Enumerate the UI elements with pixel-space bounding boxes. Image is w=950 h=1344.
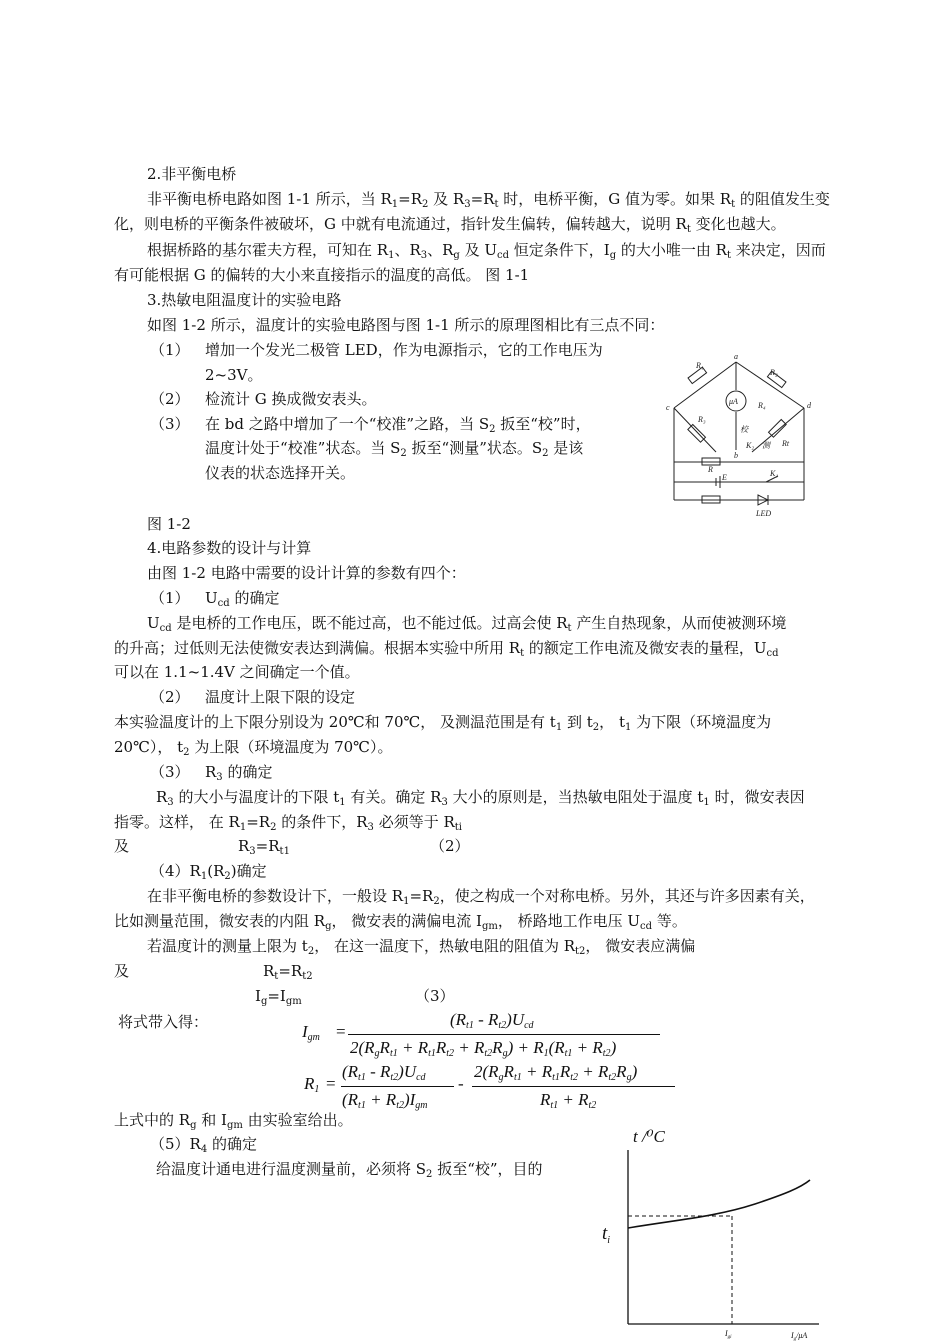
s3-item1-line1: 增加一个发光二极管 LED，作为电源指示，它的工作电压为 bbox=[205, 341, 603, 359]
formula2-eq: = bbox=[326, 1074, 336, 1093]
section-2-heading: 2.非平衡电桥 bbox=[147, 165, 237, 183]
section-3-heading: 3.热敏电阻温度计的实验电路 bbox=[147, 291, 342, 309]
circuit-ce: 测 bbox=[762, 441, 770, 450]
formula2-fraction-bar2 bbox=[472, 1086, 675, 1087]
formula1-eq: = bbox=[336, 1022, 346, 1041]
circuit-r1: R₁ bbox=[696, 361, 704, 370]
s2-p2-line1: 根据桥路的基尔霍夫方程，可知在 $R_1$、$R_3$、$R_g$ 及 $U_{cd}$ 恒定条件下，$I_g$ 的大小唯一由 $R_t$ 来决定，因而 bbox=[147, 241, 826, 261]
graph-curve bbox=[628, 1180, 810, 1228]
equation-3-number: （3） bbox=[415, 987, 455, 1005]
s2-p1-line2: 化，则电桥的平衡条件被破坏，G 中就有电流通过，指针发生偏转，偏转越大，说明 $R_t$ 变化也越大。 bbox=[114, 215, 786, 235]
formula2-numerator1: $(R_{t1} - R_{t2})U_{cd}$ bbox=[342, 1062, 426, 1083]
s4-c1-num: （1） bbox=[150, 589, 190, 607]
formula2-fraction-bar1 bbox=[341, 1086, 454, 1087]
s4-c1-line1: $U_{cd}$ 是电桥的工作电压，既不能过高，也不能过低。过高会使 $R_t$ 产生自热现象，从而使被测环境 bbox=[147, 614, 787, 634]
s4-c5-line1: 给温度计通电进行温度测量前，必须将 $S_2$ 扳至“校”，目的 bbox=[156, 1160, 543, 1180]
s4-c3-title: $R_3$ 的确定 bbox=[205, 763, 273, 783]
s4-c4-line1: 在非平衡电桥的参数设计下，一般设 $R_1=R_2$，使之构成一个对称电桥。另外，其还与许多因素有关， bbox=[147, 887, 815, 907]
circuit-diagram bbox=[666, 350, 826, 520]
s4-c1-title: $U_{cd}$ 的确定 bbox=[205, 589, 280, 609]
s4-c2-line2: 20℃）， $t_2$ 为上限（环境温度为 70℃）。 bbox=[114, 738, 393, 758]
s4-c4-substitute: 将式带入得： bbox=[118, 1013, 209, 1031]
s3-item1-num: （1） bbox=[150, 341, 190, 359]
s3-item3-line2: 温度计处于“校准”状态。当 $S_2$ 扳至“测量”状态。$S_2$ 是该 bbox=[205, 439, 584, 459]
circuit-led: LED bbox=[756, 509, 772, 518]
s3-item1-line2: 2~3V。 bbox=[205, 366, 263, 384]
s4-c5-title: $(5)R_4$ 的确定 bbox=[150, 1135, 257, 1155]
s3-item3-line1: 在 bd 之路中增加了一个“校准”之路，当 $S_2$ 扳至“校”时， bbox=[205, 415, 591, 435]
s4-c4-line2: 比如测量范围，微安表的内阻 $R_g$， 微安表的满偏电流 $I_{gm}$， 桥路地工作电压 $U_{cd}$ 等。 bbox=[114, 912, 687, 932]
circuit-k1: K₁ bbox=[770, 469, 779, 478]
calibration-graph bbox=[595, 1120, 825, 1344]
formula1-fraction-bar bbox=[348, 1034, 660, 1035]
s4-intro: 由图 1-2 电路中需要的设计计算的参数有四个： bbox=[147, 564, 466, 582]
circuit-meter: μA bbox=[729, 397, 738, 406]
circuit-e: E bbox=[722, 473, 727, 482]
s2-p2-line2: 有可能根据 G 的偏转的大小来直接指示的温度的高低。 图 1-1 bbox=[114, 266, 530, 284]
equation-2-number: （2） bbox=[430, 837, 470, 855]
formula1-numerator: $(R_{t1} - R_{t2})U_{cd}$ bbox=[450, 1010, 534, 1031]
formula1-lhs: $I_{gm}$ bbox=[302, 1022, 320, 1043]
s3-intro: 如图 1-2 所示，温度计的实验电路图与图 1-1 所示的原理图相比有三点不同： bbox=[147, 316, 665, 334]
s4-c4-ji: 及 bbox=[114, 962, 130, 980]
equation-3a: $R_t=R_{t2}$ bbox=[263, 962, 313, 982]
formula2-numerator2: $2(R_gR_{t1} + R_{t1}R_{t2} + R_{t2}R_g)$ bbox=[474, 1062, 638, 1083]
s3-item2-num: （2） bbox=[150, 390, 190, 408]
s4-c4-title: $(4)R_1(R_2)$确定 bbox=[150, 862, 267, 882]
formula1-denominator: $2(R_gR_{t1} + R_{t1}R_{t2} + R_{t2}R_g) + R_1(R_{t1} + R_{t2})$ bbox=[350, 1038, 617, 1059]
s4-c3-num: （3） bbox=[150, 763, 190, 781]
s2-p1-line1: 非平衡电桥电路如图 1-1 所示，当 $R_1=R_2$ 及 $R_3=R_t$ 时，电桥平衡，G 值为零。如果 $R_t$ 的阻值发生变 bbox=[147, 190, 830, 210]
section-4-heading: 4.电路参数的设计与计算 bbox=[147, 539, 312, 557]
equation-2: $R_3=R_{t1}$ bbox=[238, 837, 290, 857]
circuit-a: a bbox=[734, 352, 738, 361]
s3-item3-num: （3） bbox=[150, 415, 190, 433]
s4-c1-line2: 的升高；过低则无法使微安表达到满偏。根据本实验中所用 $R_t$ 的额定工作电流及微安表的量程，$U_{cd}$ bbox=[114, 639, 779, 659]
s4-c2-line1: 本实验温度计的上下限分别设为 20℃和 70℃， 及测温范围是有 $t_1$ 到 $t_2$， $t_1$ 为下限（环境温度为 bbox=[114, 713, 772, 733]
circuit-r: R bbox=[708, 465, 713, 474]
s4-c3-line2: 指零。这样， 在 $R_1=R_2$ 的条件下，$R_3$ 必须等于 $R_{ti}$ bbox=[114, 813, 462, 833]
graph-xtick-label: $I_{gi}$ bbox=[725, 1329, 732, 1340]
circuit-b: b bbox=[734, 451, 738, 460]
figure-1-2-caption: 图 1-2 bbox=[147, 515, 191, 533]
circuit-r3: R₃ bbox=[698, 415, 706, 424]
formula2-denominator2: $R_{t1} + R_{t2}$ bbox=[540, 1090, 597, 1111]
formula2-lhs: $R_1$ bbox=[304, 1074, 320, 1095]
circuit-rt: Rt bbox=[782, 439, 790, 448]
circuit-r2: R₂ bbox=[770, 368, 778, 377]
s3-item2-line1: 检流计 G 换成微安表头。 bbox=[205, 390, 377, 408]
circuit-d: d bbox=[807, 401, 811, 410]
s4-c3-line1: $R_3$ 的大小与温度计的下限 $t_1$ 有关。确定 $R_3$ 大小的原则是，当热敏电阻处于温度 $t_1$ 时，微安表因 bbox=[156, 788, 805, 808]
circuit-c: c bbox=[666, 403, 670, 412]
graph-ti-label: $t_i$ bbox=[602, 1223, 611, 1246]
formula2-denominator1: $(R_{t1} + R_{t2})I_{gm}$ bbox=[342, 1090, 428, 1111]
circuit-r4: R₄ bbox=[758, 401, 766, 410]
equation-3b: $I_g=I_{gm}$ bbox=[255, 987, 302, 1007]
formula2-minus: - bbox=[458, 1074, 464, 1093]
s4-c4-line3: 若温度计的测量上限为 $t_2$， 在这一温度下，热敏电阻的阻值为 $R_{t2}$， 微安表应满偏 bbox=[147, 937, 696, 957]
graph-xlabel: $I_g/\mu A$ bbox=[791, 1331, 808, 1342]
s4-c2-title: 温度计上限下限的设定 bbox=[205, 688, 356, 706]
s4-c1-line3: 可以在 1.1~1.4V 之间确定一个值。 bbox=[114, 663, 360, 681]
s4-c3-ji: 及 bbox=[114, 837, 130, 855]
circuit-k2: K₂ bbox=[746, 441, 755, 450]
s4-c4-after: 上式中的 $R_g$ 和 $I_{gm}$ 由实验室给出。 bbox=[114, 1111, 353, 1131]
s4-c2-num: （2） bbox=[150, 688, 190, 706]
circuit-jiao: 校 bbox=[740, 425, 748, 434]
graph-ylabel: t /⁰C bbox=[633, 1127, 665, 1146]
s3-item3-line3: 仪表的状态选择开关。 bbox=[205, 464, 356, 482]
